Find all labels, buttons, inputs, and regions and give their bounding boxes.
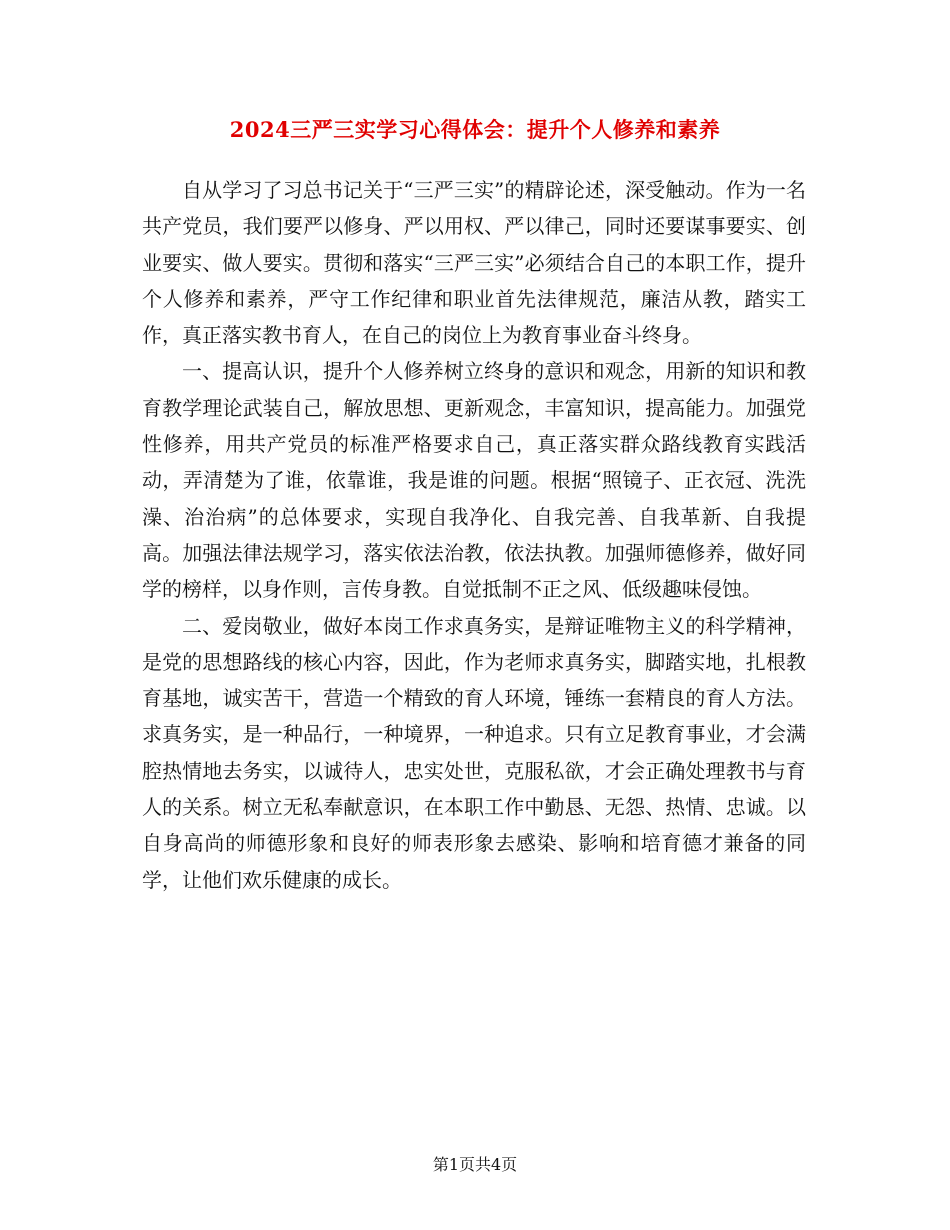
document-body	[142, 172, 806, 898]
page-number-footer: 第1页共4页	[432, 1155, 518, 1174]
paragraph-section-two: 二、爱岗敬业，做好本岗工作求真务实，是辩证唯物主义的科学精神，是党的思想路线的核心内容，因此，作为老师求真务实，脚踏实地，扎根教育基地，诚实苦干，营造一个精致的育人环境，锤练一套精良的育人方法。求真务实，是一种品行，一种境界，一种追求。只有立足教育事业，才会满腔热情地去务实，以诚待人，忠实处世，克服私欲，才会正确处理教书与育人的关系。树立无私奉献意识，在本职工作中勤恳、无怨、热情、忠诚。以自身高尚的师德形象和良好的师表形象去感染、影响和培育德才兼备的同学，让他们欢乐健康的成长。	[142, 613, 806, 892]
document-title: 2024三严三实学习心得体会：提升个人修养和素养	[229, 117, 721, 142]
paragraph-intro: 自从学习了习总书记关于“三严三实”的精辟论述，深受触动。作为一名共产党员，我们要严以修身、严以用权、严以律己，同时还要谋事要实、创业要实、做人要实。贯彻和落实“三严三实”必须结合自己的本职工作，提升个人修养和素养，严守工作纪律和职业首先法律规范，廉洁从教，踏实工作，真正落实教书育人，在自己的岗位上为教育事业奋斗终身。	[142, 178, 806, 348]
paragraph-section-one: 一、提高认识，提升个人修养树立终身的意识和观念，用新的知识和教育教学理论武装自己，解放思想、更新观念，丰富知识，提高能力。加强党性修养，用共产党员的标准严格要求自己，真正落实群众路线教育实践活动，弄清楚为了谁，依靠谁，我是谁的问题。根据“照镜子、正衣冠、洗洗澡、治治病”的总体要求，实现自我净化、自我完善、自我革新、自我提高。加强法律法规学习，落实依法治教，依法执教。加强师德修养，做好同学的榜样，以身作则，言传身教。自觉抵制不正之风、低级趣味侵蚀。	[142, 359, 806, 602]
